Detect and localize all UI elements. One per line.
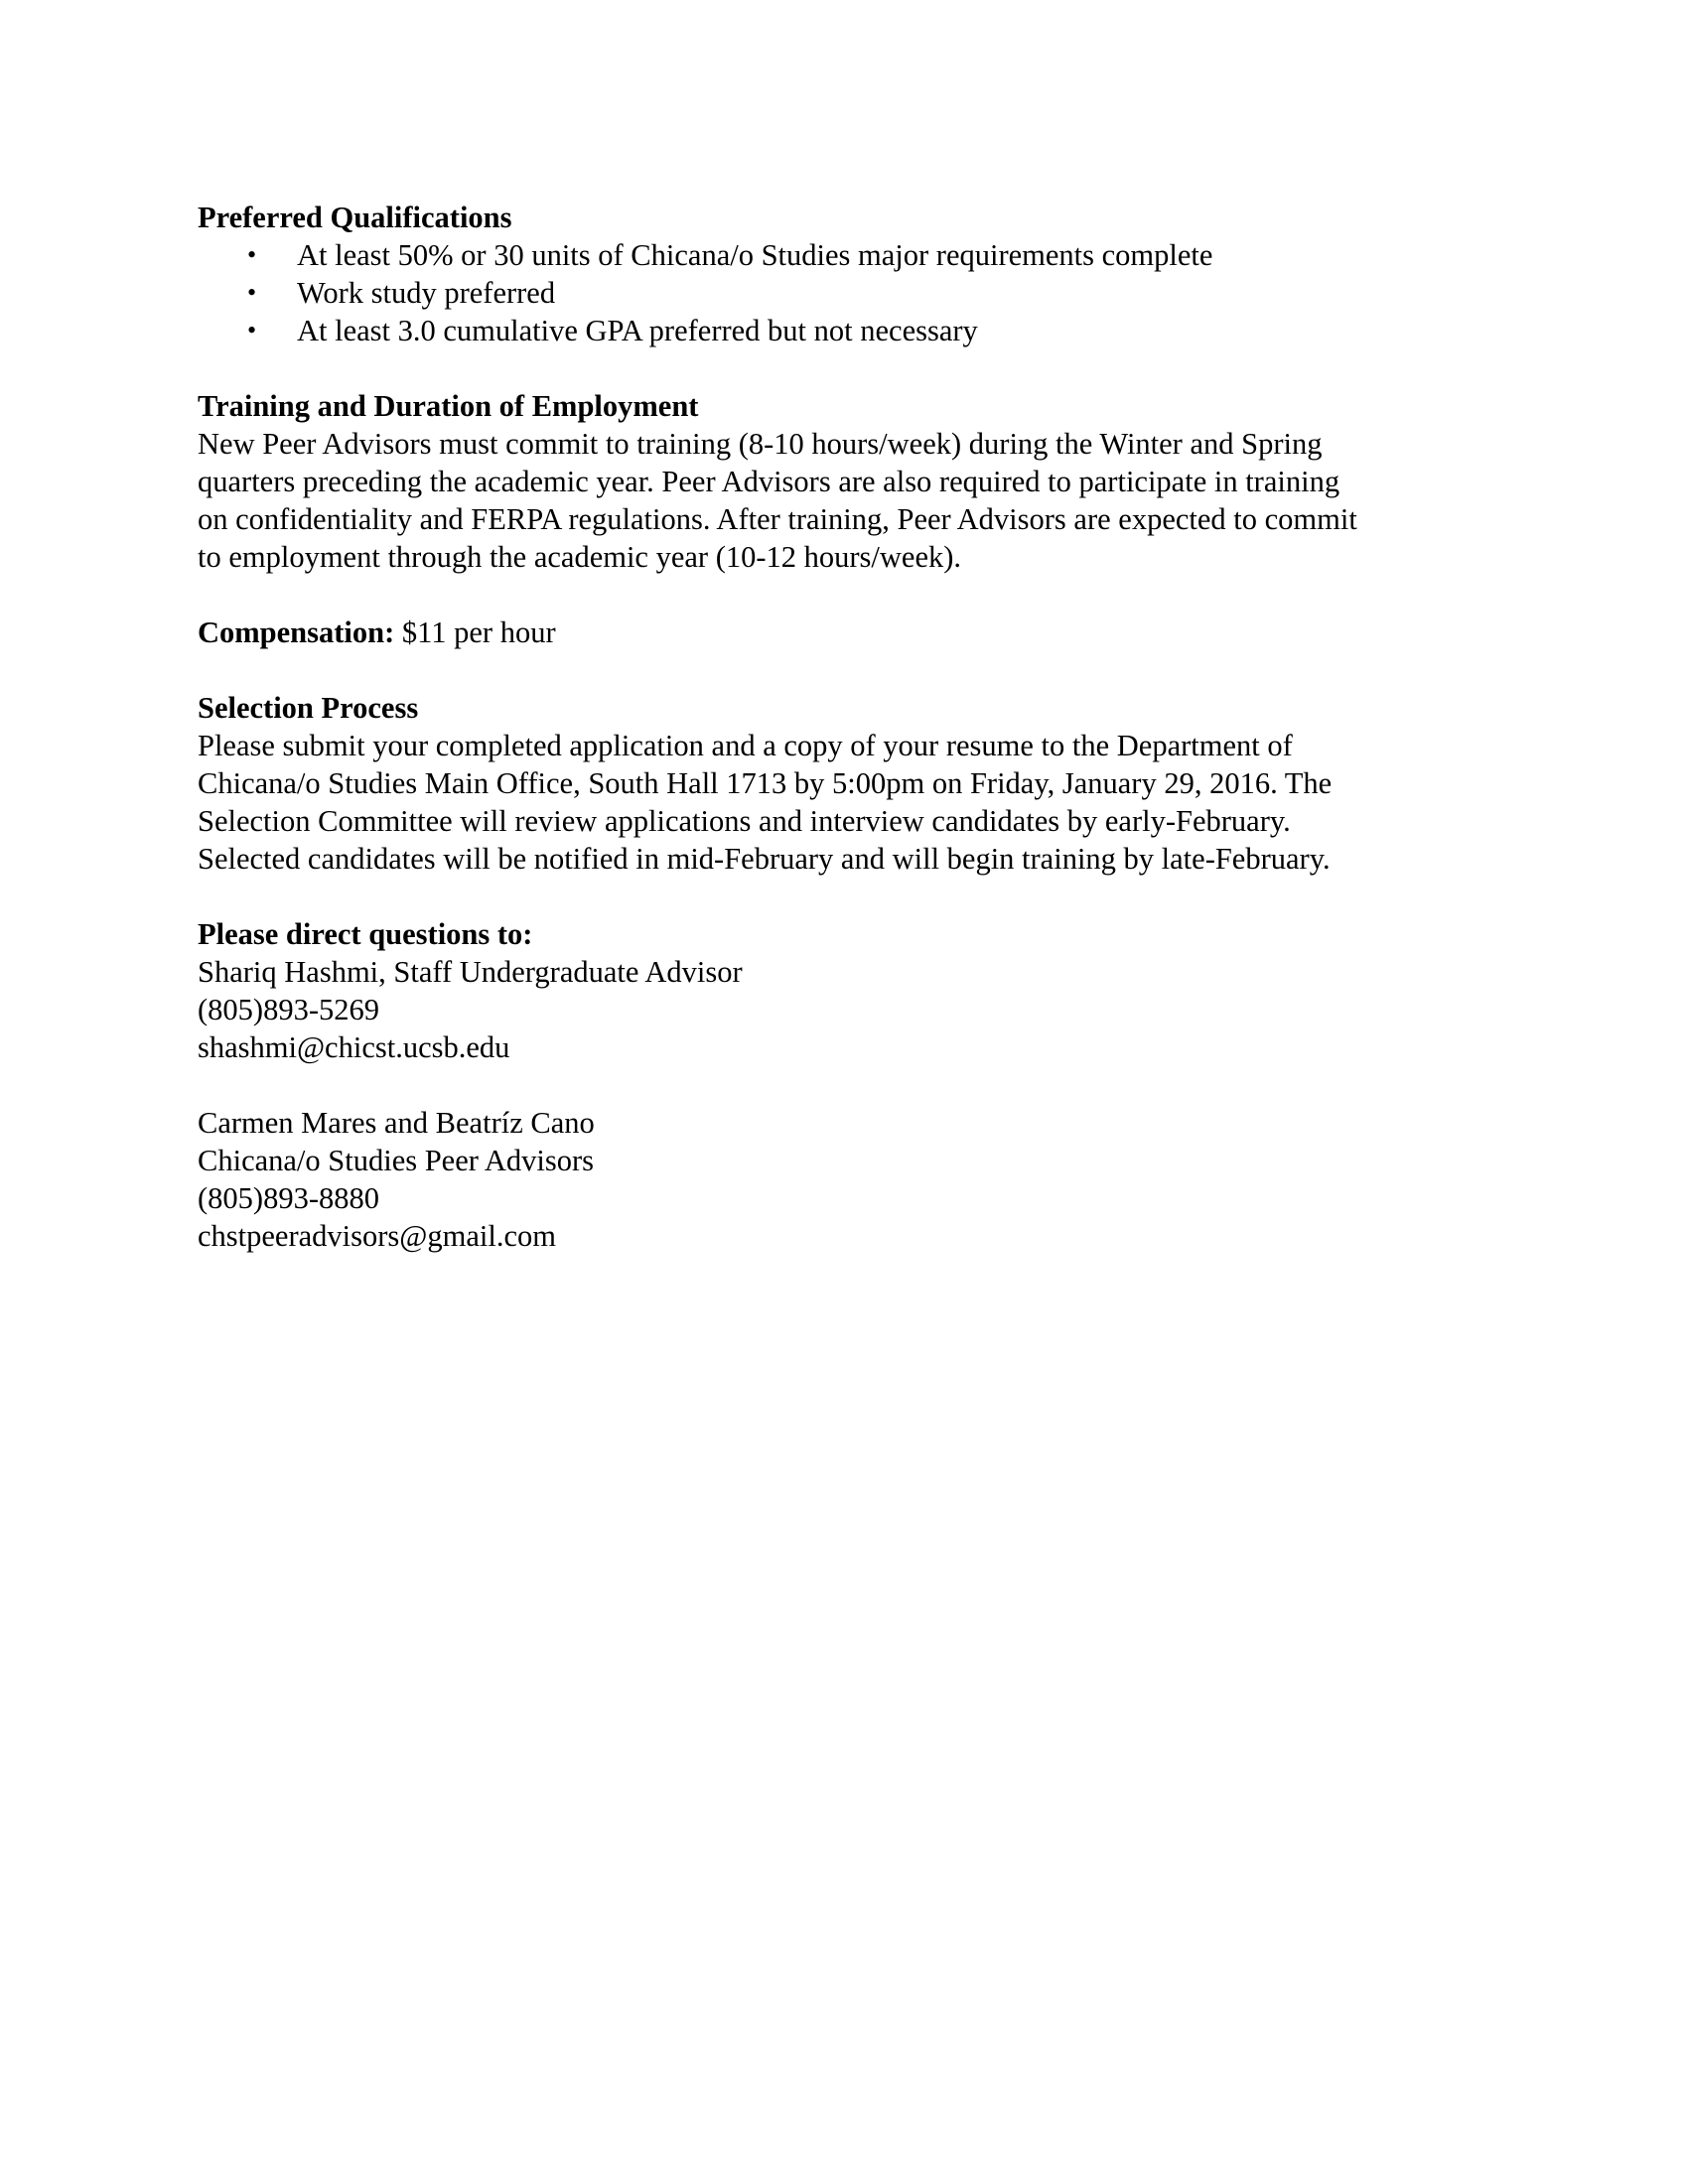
staff-phone: (805)893-5269 xyxy=(198,993,379,1026)
document-body xyxy=(198,199,1508,1255)
list-item-text: Work study preferred xyxy=(297,276,556,310)
compensation-line xyxy=(198,614,1508,651)
peer-email: chstpeeradvisors@gmail.com xyxy=(198,1219,556,1253)
paragraph-line: Selection Committee will review applications and interview candidates by early-February. xyxy=(198,804,1291,838)
list-item xyxy=(198,274,1508,312)
qualifications-list xyxy=(198,236,1508,349)
spacer xyxy=(198,576,1508,614)
staff-contact xyxy=(198,953,1508,1066)
bullet-icon: • xyxy=(247,240,257,269)
preferred-qualifications-heading: Preferred Qualifications xyxy=(198,201,512,234)
compensation-section xyxy=(198,614,1508,651)
bullet-icon: • xyxy=(247,316,257,344)
training-section xyxy=(198,387,1508,576)
paragraph-line: Chicana/o Studies Main Office, South Hall 1713 by 5:00pm on Friday, January 29, 2016. The xyxy=(198,766,1333,800)
paragraph-line: quarters preceding the academic year. Peer Advisors are also required to participate in training xyxy=(198,465,1340,498)
staff-name-title: Shariq Hashmi, Staff Undergraduate Advisor xyxy=(198,955,743,989)
bullet-icon: • xyxy=(247,278,257,307)
compensation-value: $11 per hour xyxy=(394,615,556,649)
paragraph-line: on confidentiality and FERPA regulations. After training, Peer Advisors are expected to commit xyxy=(198,502,1357,536)
list-item xyxy=(198,312,1508,349)
peer-title: Chicana/o Studies Peer Advisors xyxy=(198,1144,595,1177)
contacts-heading: Please direct questions to: xyxy=(198,917,533,951)
spacer xyxy=(198,651,1508,689)
selection-process-paragraph xyxy=(198,727,1508,878)
list-item-text: At least 50% or 30 units of Chicana/o Studies major requirements complete xyxy=(297,238,1213,272)
preferred-qualifications-section xyxy=(198,199,1508,349)
paragraph-line: to employment through the academic year (10-12 hours/week). xyxy=(198,540,962,574)
paragraph-line: Please submit your completed application and a copy of your resume to the Department of xyxy=(198,729,1293,762)
compensation-label: Compensation: xyxy=(198,615,395,649)
peer-phone: (805)893-8880 xyxy=(198,1181,379,1215)
peer-contact xyxy=(198,1104,1508,1255)
peer-names: Carmen Mares and Beatríz Cano xyxy=(198,1106,595,1140)
selection-process-heading: Selection Process xyxy=(198,691,419,725)
spacer xyxy=(198,878,1508,915)
spacer xyxy=(198,349,1508,387)
list-item xyxy=(198,236,1508,274)
spacer xyxy=(198,1066,1508,1104)
staff-email: shashmi@chicst.ucsb.edu xyxy=(198,1030,510,1064)
list-item-text: At least 3.0 cumulative GPA preferred but not necessary xyxy=(297,314,978,347)
selection-process-section xyxy=(198,689,1508,878)
paragraph-line: Selected candidates will be notified in mid-February and will begin training by late-February. xyxy=(198,842,1331,876)
contacts-section xyxy=(198,915,1508,1255)
training-heading: Training and Duration of Employment xyxy=(198,389,699,423)
training-paragraph xyxy=(198,425,1508,576)
paragraph-line: New Peer Advisors must commit to training (8-10 hours/week) during the Winter and Spring xyxy=(198,427,1323,461)
